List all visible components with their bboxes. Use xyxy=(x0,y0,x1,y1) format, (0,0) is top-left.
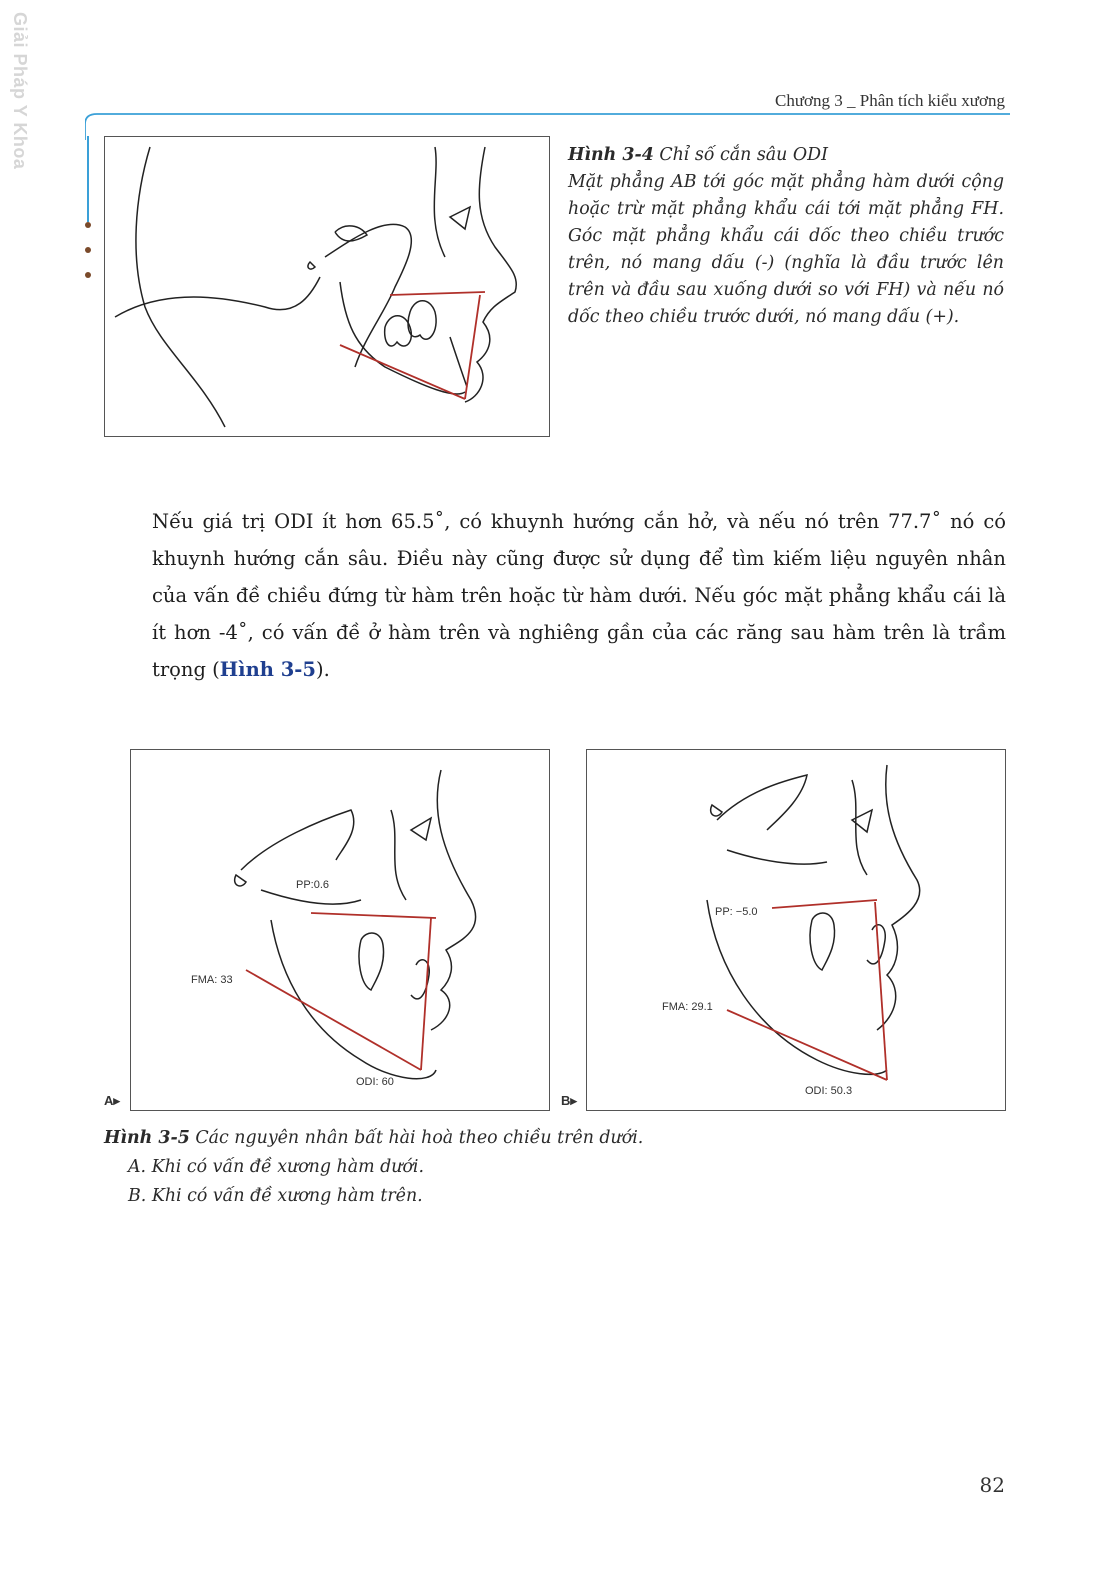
watermark-text: Giải Pháp Y Khoa xyxy=(10,12,30,170)
cephalometric-tracing xyxy=(105,137,549,436)
body-paragraph xyxy=(152,503,1006,688)
panel-b-letter: B▸ xyxy=(561,1093,577,1108)
decor-dot xyxy=(85,272,91,278)
figure-3-5a-image xyxy=(130,749,550,1111)
pp-label: PP:0.6 xyxy=(296,879,330,891)
caption-item-b: B. Khi có vấn đề xương hàm trên. xyxy=(128,1186,423,1206)
figure-3-4-image xyxy=(104,136,550,437)
pp-label: PP: −5.0 xyxy=(715,906,758,918)
odi-label: ODI: 60 xyxy=(356,1076,394,1088)
figure-reference-link[interactable]: Hình 3-5 xyxy=(219,658,316,681)
decor-dot xyxy=(85,222,91,228)
caption-subtitle: Chỉ số cắn sâu ODI xyxy=(653,145,828,165)
paragraph-text-1: Nếu giá trị ODI ít hơn 65.5˚, có khuynh hướng cắn hở, và nếu nó trên 77.7˚ nó có khuynh hướng cắn sâu. Điều này cũng được sử dụng để tìm kiếm liệu nguyên nhân của vấn đề chiều đứng từ hàm trên hoặc từ hàm dưới. Nếu góc mặt phẳng khẩu cái là ít hơn -4˚, có vấn đề ở hàm trên và nghiêng gần của các răng sau hàm trên là trầm trọng ( xyxy=(152,510,1006,681)
side-rule xyxy=(87,136,89,222)
caption-title: Hình 3-5 xyxy=(104,1128,190,1148)
figure-3-5-caption xyxy=(104,1124,1004,1211)
caption-text: Mặt phẳng AB tới góc mặt phẳng hàm dưới cộng hoặc trừ mặt phẳng khẩu cái tới mặt phẳng FH. Góc mặt phẳng khẩu cái dốc theo chiều trước trên, nó mang dấu (-) (nghĩa là đầu trước lên trên và đầu sau xuống dưới so với FH) và nếu nó dốc theo chiều trước dưới, nó mang dấu (+). xyxy=(568,172,1004,327)
figure-3-4-caption xyxy=(568,142,1004,331)
fma-label: FMA: 33 xyxy=(191,974,233,986)
odi-label: ODI: 50.3 xyxy=(805,1085,853,1097)
fma-label: FMA: 29.1 xyxy=(662,1001,713,1013)
panel-a-letter: A▸ xyxy=(104,1093,120,1108)
page-number: 82 xyxy=(979,1473,1005,1497)
figure-3-5b-image xyxy=(586,749,1006,1111)
caption-item-a: A. Khi có vấn đề xương hàm dưới. xyxy=(128,1157,425,1177)
paragraph-text-2: ). xyxy=(315,658,330,681)
decor-dot xyxy=(85,247,91,253)
chapter-header: Chương 3 _ Phân tích kiểu xương xyxy=(774,91,1005,110)
caption-text: Các nguyên nhân bất hài hoà theo chiều trên dưới. xyxy=(189,1128,644,1148)
caption-title: Hình 3-4 xyxy=(568,145,654,165)
